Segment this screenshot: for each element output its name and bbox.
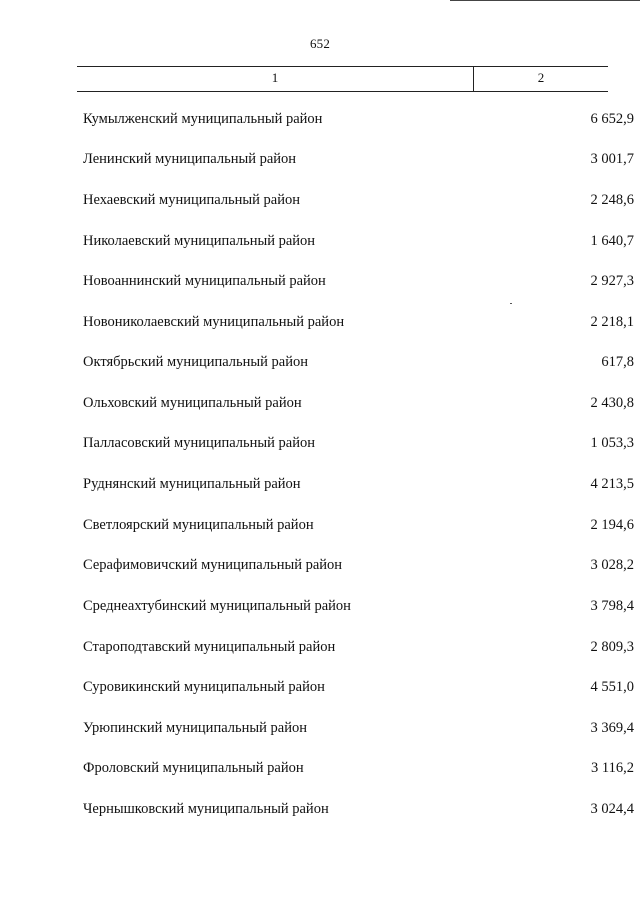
page-number: 652 [309,36,331,51]
table-row [0,554,640,576]
district-name: Палласовский муниципальный район [83,435,315,451]
table-row [0,595,640,617]
district-name: Нехаевский муниципальный район [83,192,301,208]
district-name: Руднянский муниципальный район [83,476,301,492]
district-value: 1 053,3 [590,435,634,451]
district-name: Ленинский муниципальный район [83,151,297,167]
district-name: Октябрьский муниципальный район [83,354,308,370]
district-value: 3 001,7 [590,151,634,167]
table-row [0,311,640,333]
top-rule [450,0,640,1]
district-value: 2 809,3 [590,639,634,655]
table-row [0,798,640,820]
district-name: Урюпинский муниципальный район [83,720,307,736]
district-name: Николаевский муниципальный район [83,233,316,249]
district-value: 3 028,2 [590,557,634,573]
district-value: 2 927,3 [590,273,634,289]
table-row [0,432,640,454]
district-name: Староподтавский муниципальный район [83,639,336,655]
district-value: 617,8 [601,354,634,370]
table-row [0,108,640,130]
scan-speck [510,303,512,304]
table-row [0,636,640,658]
district-value: 2 248,6 [590,192,634,208]
district-name: Серафимовичский муниципальный район [83,557,343,573]
table-row [0,392,640,414]
district-value: 4 213,5 [590,476,634,492]
table-row [0,514,640,536]
district-name: Кумылженский муниципальный район [83,111,323,127]
table-row [0,676,640,698]
district-name: Среднеахтубинский муниципальный район [83,598,351,614]
district-value: 1 640,7 [590,233,634,249]
table-row [0,189,640,211]
district-value: 2 194,6 [590,517,634,533]
district-name: Новоаннинский муниципальный район [83,273,326,289]
district-value: 2 218,1 [590,314,634,330]
district-value: 4 551,0 [590,679,634,695]
district-name: Суровикинский муниципальный район [83,679,325,695]
table-row [0,473,640,495]
district-value: 3 798,4 [590,598,634,614]
district-name: Фроловский муниципальный район [83,760,304,776]
table-row [0,757,640,779]
district-value: 6 652,9 [590,111,634,127]
district-value: 3 116,2 [591,760,634,776]
district-name: Светлоярский муниципальный район [83,517,314,533]
table-row [0,717,640,739]
header-column-1: 1 [77,67,474,91]
district-name: Ольховский муниципальный район [83,395,302,411]
district-value: 3 369,4 [590,720,634,736]
table-row [0,230,640,252]
table-row [0,270,640,292]
table-row [0,148,640,170]
district-name: Новониколаевский муниципальный район [83,314,345,330]
district-value: 3 024,4 [590,801,634,817]
header-column-2: 2 [537,70,545,85]
district-value: 2 430,8 [590,395,634,411]
table-row [0,351,640,373]
table-header [77,66,608,92]
district-name: Чернышковский муниципальный район [83,801,329,817]
